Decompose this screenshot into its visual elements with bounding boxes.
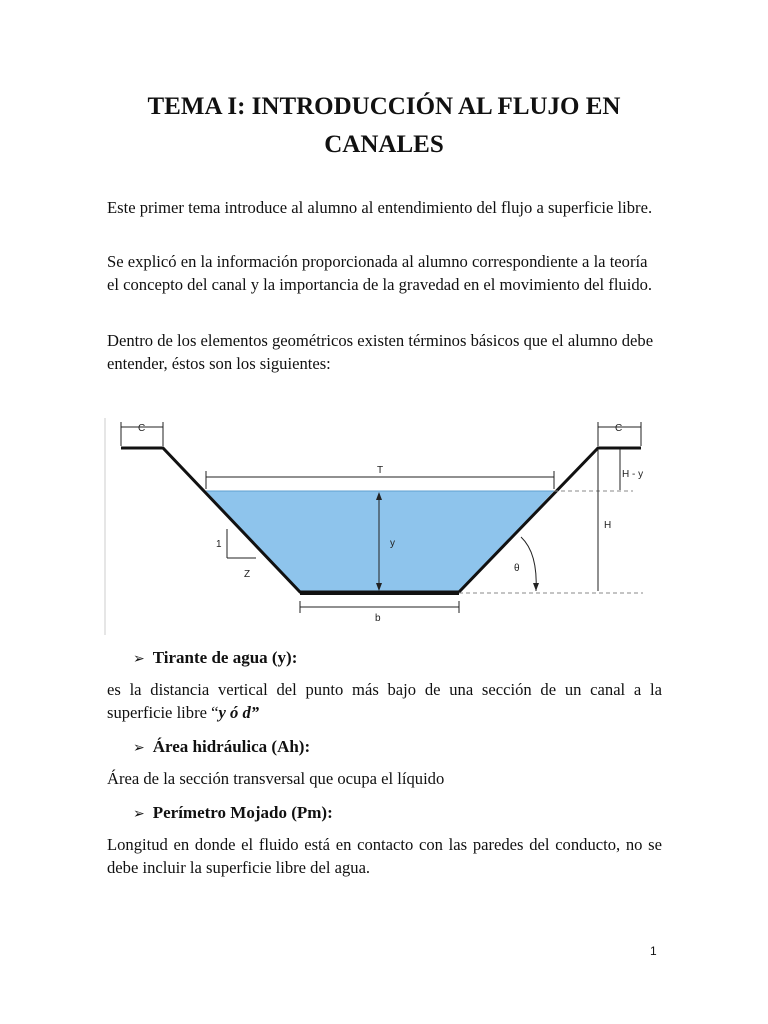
arrow-bullet-icon: ➢ — [133, 740, 145, 756]
body-text: es la distancia vertical del punto más bajo de una sección de un canal a la superficie libre “ — [107, 680, 662, 722]
arrow-bullet-icon: ➢ — [133, 651, 145, 667]
label-bottom-width: b — [375, 613, 381, 624]
arrow-bullet-icon: ➢ — [133, 806, 145, 822]
label-height: H — [604, 520, 612, 531]
label-c-left: C — [138, 423, 146, 434]
explanation-paragraph: Se explicó en la información proporcionada al alumno correspondiente a la teoría el concepto del canal y la importancia de la gravedad en el movimiento del fluido. — [107, 252, 653, 294]
intro-paragraph: Este primer tema introduce al alumno al entendimiento del flujo a superficie libre. — [107, 198, 653, 217]
heading-text: Tirante de agua (y): — [152, 648, 298, 667]
title-line-2: CANALES — [324, 131, 444, 158]
page-title — [0, 88, 768, 164]
section-heading-tirante — [133, 646, 297, 671]
elements-paragraph: Dentro de los elementos geométricos existen términos básicos que el alumno debe entender, éstos son los siguientes: — [107, 331, 654, 373]
label-c-right: C — [615, 423, 623, 434]
heading-text: Perímetro Mojado (Pm): — [152, 803, 333, 822]
trapezoidal-channel-diagram — [103, 413, 651, 635]
section-heading-area — [133, 735, 310, 760]
label-depth: y — [390, 538, 395, 549]
section-heading-perimetro — [133, 801, 333, 826]
title-line-1: TEMA I: INTRODUCCIÓN AL FLUJO EN — [147, 93, 621, 120]
section-body-perimetro: Longitud en donde el fluido está en contacto con las paredes del conducto, no se debe incluir la superficie libre del agua. — [107, 835, 662, 877]
label-side-vertical: 1 — [216, 539, 222, 550]
body-emphasis: y ó d” — [218, 703, 260, 722]
label-angle: θ — [514, 563, 520, 574]
page-number: 1 — [650, 944, 657, 958]
heading-text: Área hidráulica (Ah): — [152, 737, 311, 756]
label-side-horizontal: Z — [244, 569, 251, 580]
section-body-tirante — [107, 678, 662, 724]
label-freeboard: H - y — [622, 469, 644, 480]
label-top-width: T — [377, 465, 384, 476]
section-body-area: Área de la sección transversal que ocupa el líquido — [107, 769, 445, 788]
